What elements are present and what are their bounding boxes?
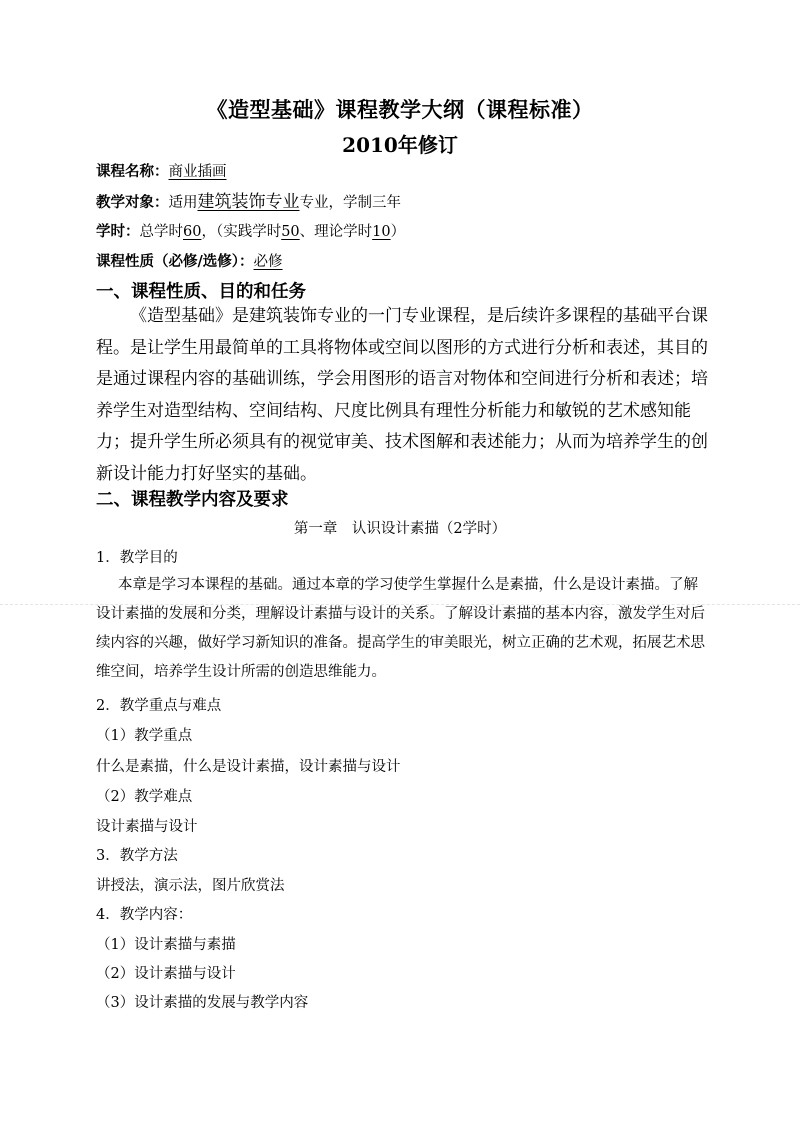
content-item-2: （2）设计素描与设计 — [96, 966, 236, 982]
course-hours-line — [96, 222, 405, 242]
item1-title: 1．教学目的 — [96, 550, 178, 566]
key-point-title: （1）教学重点 — [96, 728, 193, 744]
course-nature-label: 课程性质（必修/选修）： — [96, 253, 254, 270]
hours-practice-prefix: ，（实践学时 — [201, 224, 282, 240]
hours-total-prefix: 总学时 — [139, 224, 183, 240]
item2-title: 2．教学重点与难点 — [96, 698, 222, 714]
course-target-prefix: 适用 — [168, 195, 198, 211]
hours-suffix: ） — [390, 224, 406, 240]
key-point-text: 什么是素描，什么是设计素描，设计素描与设计 — [96, 759, 401, 775]
course-target-label: 教学对象： — [96, 194, 169, 211]
course-target-suffix: 专业，学制三年 — [299, 195, 401, 211]
item1-paragraph-block — [96, 571, 708, 687]
item4-title: 4．教学内容： — [96, 907, 193, 923]
hours-theory-prefix: 、理论学时 — [299, 224, 373, 240]
item3-title: 3．教学方法 — [96, 848, 178, 864]
hours-practice-value: 50 — [281, 224, 300, 240]
course-nature-line — [96, 252, 297, 272]
content-item-3: （3）设计素描的发展与教学内容 — [96, 995, 309, 1011]
course-name-line — [96, 162, 227, 182]
section1-heading: 一、课程性质、目的和任务 — [96, 282, 306, 302]
document-subtitle: 2010年修订 — [342, 133, 458, 157]
section1-paragraph: 《造型基础》是建筑装饰专业的一门专业课程，是后续许多课程的基础平台课程。是让学生用最简单的工具将物体或空间以图形的方式进行分析和表述，其目的是通过课程内容的基础训练，学会用图形的语言对物体和空间进行分析和表述；培养学生对造型结构、空间结构、尺度比例具有理性分析能力和敏锐的艺术感知能力；提升学生所必须具有的视觉审美、技术图解和表述能力；从而为培养学生的创新设计能力打好坚实的基础。 — [96, 306, 708, 484]
course-hours-label: 学时： — [96, 223, 140, 240]
page-separator — [0, 604, 800, 605]
difficulty-title: （2）教学难点 — [96, 789, 193, 805]
course-nature-value: 必修 — [253, 254, 283, 270]
course-target-line — [96, 192, 401, 213]
hours-theory-value: 10 — [372, 224, 391, 240]
course-target-major: 建筑装饰专业 — [197, 192, 300, 212]
item1-paragraph: 本章是学习本课程的基础。通过本章的学习使学生掌握什么是素描，什么是设计素描。了解设计素描的发展和分类，理解设计素描与设计的关系。了解设计素描的基本内容，激发学生对后续内容的兴趣，做好学习新知识的准备。提高学生的审美眼光，树立正确的艺术观，拓展艺术思维空间，培养学生设计所需的创造思维能力。 — [96, 577, 705, 680]
item3-text: 讲授法，演示法，图片欣赏法 — [96, 878, 285, 894]
document-title: 《造型基础》课程教学大纲（课程标准） — [206, 97, 594, 122]
content-item-1: （1）设计素描与素描 — [96, 937, 236, 953]
difficulty-text: 设计素描与设计 — [96, 819, 198, 835]
hours-total-value: 60 — [183, 224, 202, 240]
chapter-title: 第一章 认识设计素描（2学时） — [293, 521, 507, 537]
section1-paragraph-block — [96, 301, 708, 490]
course-name-value: 商业插画 — [168, 164, 227, 180]
course-name-label: 课程名称： — [96, 163, 169, 180]
section2-heading: 二、课程教学内容及要求 — [96, 490, 289, 510]
